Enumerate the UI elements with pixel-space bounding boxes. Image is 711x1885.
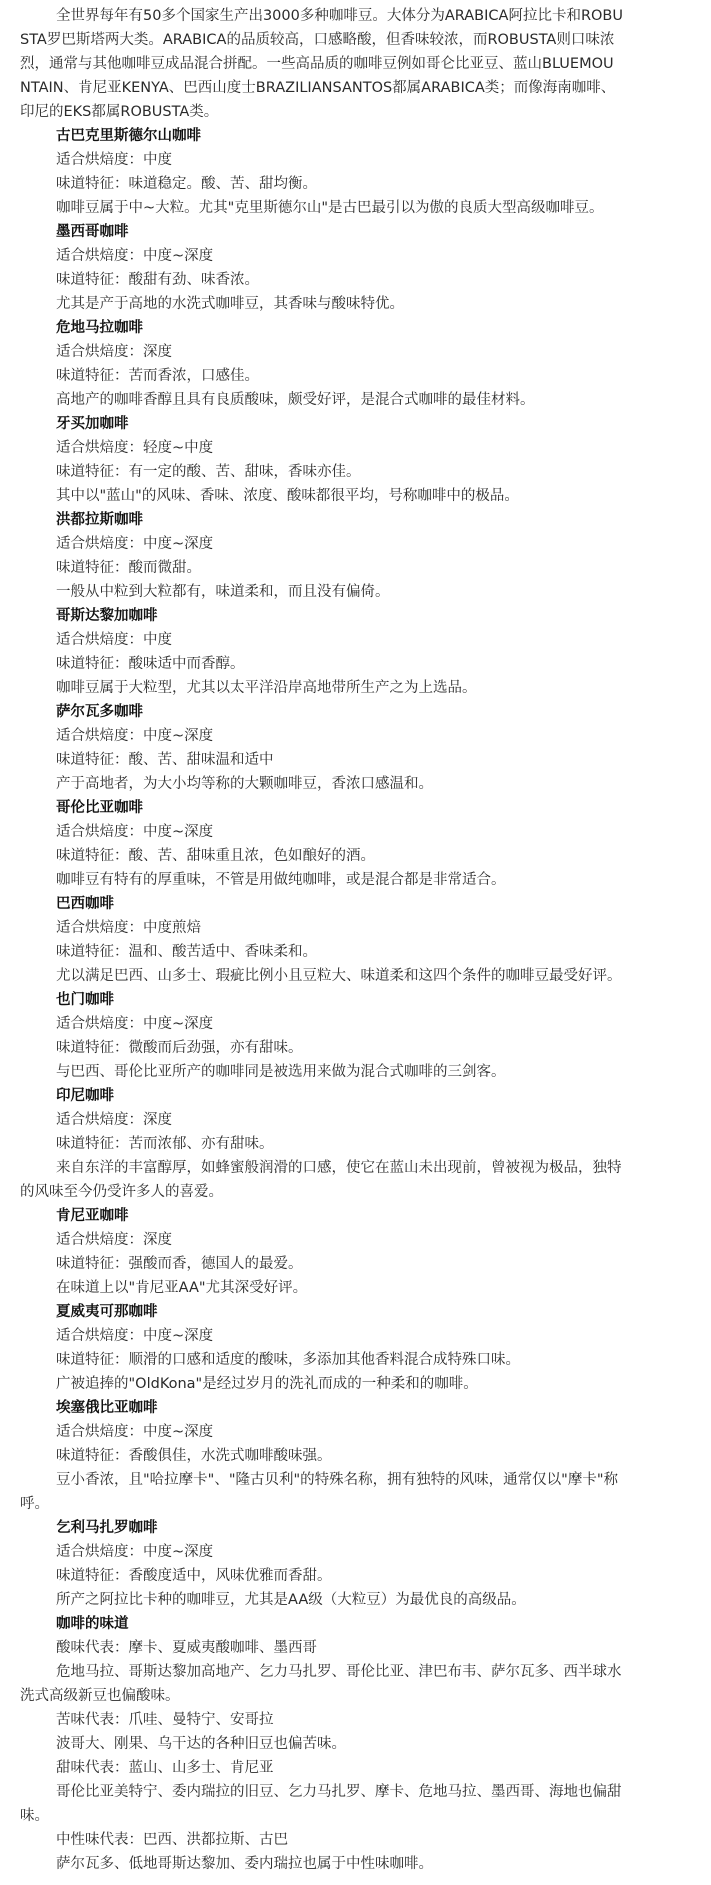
body-line: 适合烘焙度：中度煎焙 (56, 920, 201, 936)
body-line: 味道特征：有一定的酸、苦、甜味，香味亦佳。 (56, 464, 361, 480)
wrapped-line: 烈，通常与其他咖啡豆成品混合拼配。一些高品质的咖啡豆例如哥仑比亚豆、蓝山BLUEMOU (20, 56, 614, 72)
body-line: 咖啡豆属于中~大粒。尤其"克里斯德尔山"是古巴最引以为傲的良质大型高级咖啡豆。 (56, 200, 604, 216)
section-heading: 咖啡的味道 (56, 1616, 129, 1632)
section-heading: 夏威夷可那咖啡 (56, 1304, 158, 1320)
wrapped-line: 洗式高级新豆也偏酸味。 (20, 1688, 180, 1704)
body-line: 适合烘焙度：中度 (56, 152, 172, 168)
body-line: 味道特征：味道稳定。酸、苦、甜均衡。 (56, 176, 317, 192)
body-line: 味道特征：强酸而香，德国人的最爱。 (56, 1256, 303, 1272)
body-line: 味道特征：顺滑的口感和适度的酸味，多添加其他香料混合成特殊口味。 (56, 1352, 520, 1368)
section-heading: 萨尔瓦多咖啡 (56, 704, 143, 720)
body-line: 适合烘焙度：中度~深度 (56, 1016, 214, 1032)
body-line: 味道特征：香酸俱佳，水洗式咖啡酸味强。 (56, 1448, 332, 1464)
body-line: 适合烘焙度：中度~深度 (56, 1328, 214, 1344)
body-line: 波哥大、刚果、乌干达的各种旧豆也偏苦味。 (56, 1736, 346, 1752)
section-heading: 哥斯达黎加咖啡 (56, 608, 158, 624)
body-line: 味道特征：酸而微甜。 (56, 560, 201, 576)
body-line: 其中以"蓝山"的风味、香味、浓度、酸味都很平均，号称咖啡中的极品。 (56, 488, 519, 504)
body-line: 危地马拉、哥斯达黎加高地产、乞力马扎罗、哥伦比亚、津巴布韦、萨尔瓦多、西半球水 (56, 1664, 622, 1680)
body-line: 高地产的咖啡香醇且具有良质酸味，颇受好评，是混合式咖啡的最佳材料。 (56, 392, 535, 408)
section-heading: 巴西咖啡 (56, 896, 114, 912)
body-line: 味道特征：酸、苦、甜味温和适中 (56, 752, 274, 768)
body-line: 适合烘焙度：中度~深度 (56, 248, 214, 264)
section-heading: 哥伦比亚咖啡 (56, 800, 143, 816)
wrapped-line: STA罗巴斯塔两大类。ARABICA的品质较高，口感略酸，但香味较浓，而ROBUSTA则口味浓 (20, 32, 615, 48)
section-heading: 也门咖啡 (56, 992, 114, 1008)
body-line: 味道特征：苦而浓郁、亦有甜味。 (56, 1136, 274, 1152)
body-line: 中性味代表：巴西、洪都拉斯、古巴 (56, 1832, 288, 1848)
body-line: 苦味代表：爪哇、曼特宁、安哥拉 (56, 1712, 274, 1728)
intro-paragraph-line: 全世界每年有50多个国家生产出3000多种咖啡豆。大体分为ARABICA阿拉比卡和ROBU (56, 8, 623, 24)
wrapped-line: 印尼的EKS都属ROBUSTA类。 (20, 104, 219, 120)
section-heading: 印尼咖啡 (56, 1088, 114, 1104)
section-heading: 古巴克里斯德尔山咖啡 (56, 128, 201, 144)
body-line: 味道特征：酸味适中而香醇。 (56, 656, 245, 672)
body-line: 萨尔瓦多、低地哥斯达黎加、委内瑞拉也属于中性味咖啡。 (56, 1856, 433, 1872)
body-line: 广被追捧的"OldKona"是经过岁月的洗礼而成的一种柔和的咖啡。 (56, 1376, 478, 1392)
body-line: 甜味代表：蓝山、山多士、肯尼亚 (56, 1760, 274, 1776)
body-line: 味道特征：酸、苦、甜味重且浓，色如酿好的酒。 (56, 848, 375, 864)
body-line: 味道特征：苦而香浓，口感佳。 (56, 368, 259, 384)
body-line: 适合烘焙度：中度~深度 (56, 536, 214, 552)
body-line: 适合烘焙度：深度 (56, 1112, 172, 1128)
body-line: 酸味代表：摩卡、夏威夷酸咖啡、墨西哥 (56, 1640, 317, 1656)
wrapped-line: 呼。 (20, 1496, 49, 1512)
body-line: 产于高地者，为大小均等称的大颗咖啡豆，香浓口感温和。 (56, 776, 433, 792)
section-heading: 墨西哥咖啡 (56, 224, 129, 240)
body-line: 一般从中粒到大粒都有，味道柔和，而且没有偏倚。 (56, 584, 390, 600)
wrapped-line: NTAIN、肯尼亚KENYA、巴西山度士BRAZILIANSANTOS都属ARABICA类；而像海南咖啡、 (20, 80, 616, 96)
body-line: 适合烘焙度：中度~深度 (56, 1424, 214, 1440)
section-heading: 乞利马扎罗咖啡 (56, 1520, 158, 1536)
body-line: 味道特征：温和、酸苦适中、香味柔和。 (56, 944, 317, 960)
body-line: 适合烘焙度：中度 (56, 632, 172, 648)
body-line: 来自东洋的丰富醇厚，如蜂蜜般润滑的口感，使它在蓝山未出现前，曾被视为极品，独特 (56, 1160, 622, 1176)
wrapped-line: 的风味至今仍受许多人的喜爱。 (20, 1184, 223, 1200)
body-line: 味道特征：香酸度适中，风味优雅而香甜。 (56, 1568, 332, 1584)
section-heading: 埃塞俄比亚咖啡 (56, 1400, 158, 1416)
body-line: 味道特征：酸甜有劲、味香浓。 (56, 272, 259, 288)
body-line: 豆小香浓，且"哈拉摩卡"、"隆古贝利"的特殊名称，拥有独特的风味，通常仅以"摩卡"称 (56, 1472, 619, 1488)
body-line: 尤以满足巴西、山多士、瑕疵比例小且豆粒大、味道柔和这四个条件的咖啡豆最受好评。 (56, 968, 622, 984)
body-line: 咖啡豆属于大粒型，尤其以太平洋沿岸高地带所生产之为上选品。 (56, 680, 477, 696)
body-line: 适合烘焙度：中度~深度 (56, 1544, 214, 1560)
body-line: 适合烘焙度：中度~深度 (56, 728, 214, 744)
body-line: 适合烘焙度：深度 (56, 344, 172, 360)
section-heading: 洪都拉斯咖啡 (56, 512, 143, 528)
body-line: 咖啡豆有特有的厚重味，不管是用做纯咖啡，或是混合都是非常适合。 (56, 872, 506, 888)
body-line: 所产之阿拉比卡种的咖啡豆，尤其是AA级（大粒豆）为最优良的高级品。 (56, 1592, 526, 1608)
section-heading: 牙买加咖啡 (56, 416, 129, 432)
body-line: 尤其是产于高地的水洗式咖啡豆，其香味与酸味特优。 (56, 296, 404, 312)
body-line: 哥伦比亚美特宁、委内瑞拉的旧豆、乞力马扎罗、摩卡、危地马拉、墨西哥、海地也偏甜 (56, 1784, 622, 1800)
body-line: 适合烘焙度：深度 (56, 1232, 172, 1248)
body-line: 与巴西、哥伦比亚所产的咖啡同是被选用来做为混合式咖啡的三剑客。 (56, 1064, 506, 1080)
body-line: 适合烘焙度：中度~深度 (56, 824, 214, 840)
section-heading: 肯尼亚咖啡 (56, 1208, 129, 1224)
body-line: 在味道上以"肯尼亚AA"尤其深受好评。 (56, 1280, 308, 1296)
body-line: 适合烘焙度：轻度~中度 (56, 440, 214, 456)
body-line: 味道特征：微酸而后劲强，亦有甜味。 (56, 1040, 303, 1056)
section-heading: 危地马拉咖啡 (56, 320, 143, 336)
wrapped-line: 味。 (20, 1808, 49, 1824)
